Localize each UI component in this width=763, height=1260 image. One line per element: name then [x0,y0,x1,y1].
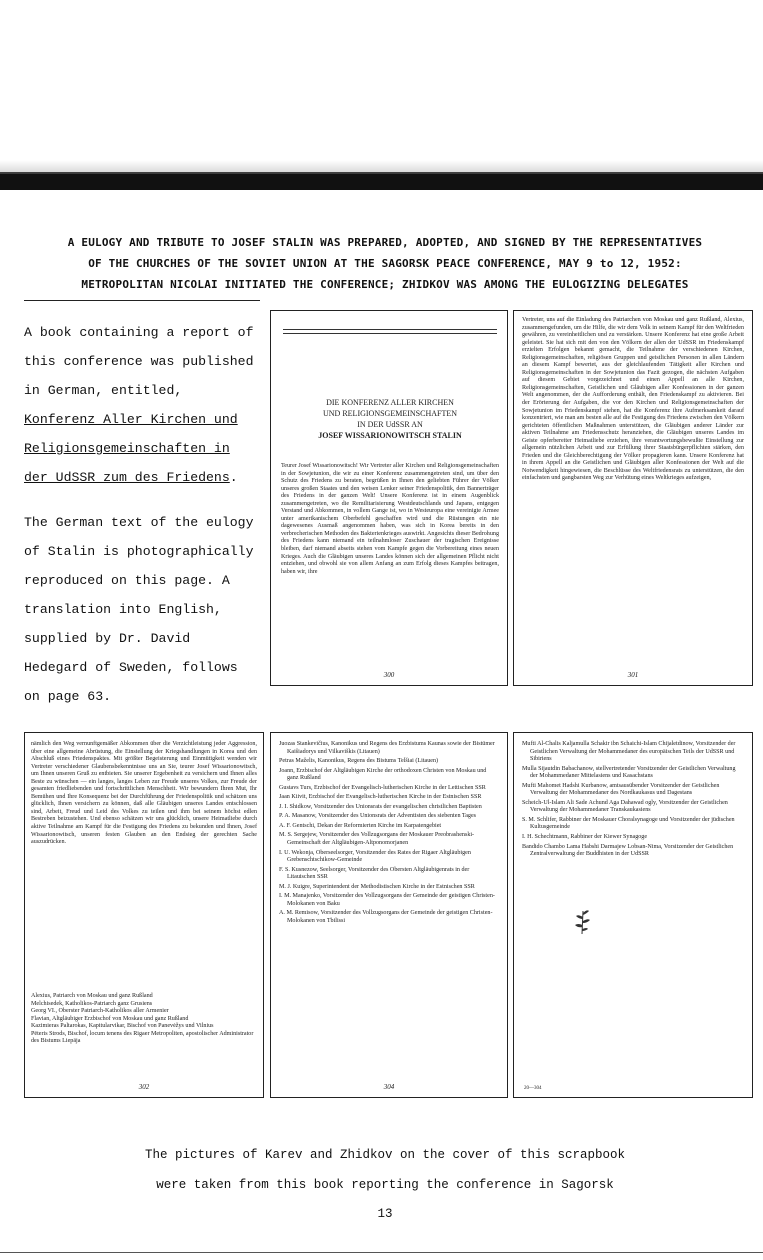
page-number: 302 [138,1083,150,1091]
olive-branch-icon [572,905,592,935]
caption-line-2: were taken from this book reporting the conference in Sagorsk [156,1178,614,1192]
note-paragraph-2: The German text of the eulogy of Stalin is photographically reproduced on this page. A translation into English, supplied by Dr. David Hedegard of Sweden, follows on page 63. [24,515,254,704]
document-page-number: 13 [377,1207,393,1221]
top-black-bar [0,172,763,190]
signatory: Jaan Kiivit, Erzbischof der Evangelisch-lutherischen Kirche in der Estnischen SSR [279,794,482,801]
signatory-list [31,993,257,1046]
page-number: 300 [383,671,395,679]
signatory: Scheich-Ul-Islam Ali Sade Achund Aga Dahawad ogly, Vorsitzender der Geistlichen Verwaltung der Mohammedaner Transkaukasiens [522,799,728,814]
signatory: Mufti Al-Chalis Kaljamulla Schakir ibn Schaichi-Islam Chijaletdinow, Vorsitzender der Geistlichen Verwaltung der Mohammedaner des europäischen Teils der UdSSR und Sibiriens [522,741,736,763]
page-text: Teurer Josef Wissarionowitsch! Wir Vertreter aller Kirchen und Religionsgemeinschaften in der Sowjetunion, die wir zu einer Konferenz zusammengetreten sind, um über den Schutz des Friedens zu beraten, begrüßen in Ihnen den geliebten Führer der Völker unseres großen Staates und den weisen Lenker seiner Friedenspolitik, den Bannerträger des Friedens in der ganzen Welt! Unsere Konferenz ist in einem Augenblick zusammengetreten, wo die Remilitarisierung Westdeutschlands und Japans, entgegen Verstand und Abkommen, in vollem Gange ist, wo in Westeuropa eine vereinigte Armee unter amerikanischem Oberbefehl geschaffen wird und die Rüstungen ein nie dagewesenes Ausmaß angenommen haben, was sich in Korea bereits in den verbrecherischen Methoden des Bakterienkrieges auswirkt. Angesichts dieser Bedrohung des Friedens kann niemand ein teilnahmloser Zuschauer der tragischen Ereignisse bleiben, darf niemand abseits stehen vom Kampfe gegen die Vorbereitung eines neuen Krieges. Auch die Gläubigen unseres Landes können sich der allgemeinen Pflicht nicht entziehen, und obwohl sie von allem Anfang an zum Erfolg dieses Kampfes beitragen, haben wir, ihre [281,463,499,575]
signatory: Petras Maželis, Kanonikus, Regens des Bistums Telšiai (Litauen) [279,758,439,765]
signatory-list [522,741,744,861]
note-paragraph-1 [24,318,260,492]
book-page-306 [513,732,753,1098]
header-line-2: OF THE CHURCHES OF THE SOVIET UNION AT THE SAGORSK PEACE CONFERENCE, MAY 9 to 12, 1952: [88,257,682,270]
book-page-304 [270,732,508,1098]
page-header [24,232,746,295]
title-line: IN DER UdSSR AN [357,420,423,429]
signatory: Melchisedek, Katholikos-Patriarch ganz Grusiens [31,1000,153,1007]
signatory: Georg VI., Oberster Patriarch-Katholikos aller Armenier [31,1008,169,1015]
page-number: 304 [383,1083,395,1091]
title-line: UND RELIGIONSGEMEINSCHAFTEN [323,409,457,418]
signatory: S. M. Schlifer, Rabbiner der Moskauer Choralsynagoge und Vorsitzender der jüdischen Kultusgemeinde [522,816,735,831]
header-line-3: METROPOLITAN NICOLAI INITIATED THE CONFERENCE; ZHIDKOV WAS AMONG THE EULOGIZING DELEGATES [81,278,689,291]
signatory: Kazimieras Paltarokas, Kapitularvikar, Bischof von Panevėžys und Vilnius [31,1023,214,1030]
caption-line-1: The pictures of Karev and Zhidkov on the cover of this scrapbook [144,1148,626,1162]
signatory: Juozas Stankevičius, Kanonikus und Regens des Erzbistums Kaunas sowie der Bistümer Kaišiadorys und Vilkaviškis (Litauen) [279,741,495,755]
signatory: Mufti Mahomet Hadshi Kurbanow, amtsausübender Vorsitzender der Geistlichen Verwaltung der Mohammedaner des Nordkaukasus und Dagestans [522,782,720,797]
signatory: Bandido Chambo Lama Habshi Darmajew Lobsan-Nima, Vorsitzender der Geistlichen Zentralverwaltung der Buddhisten in der UdSSR [522,843,734,858]
title-line: DIE KONFERENZ ALLER KIRCHEN [326,398,454,407]
signatory: Mulla Sijautdin Babachanow, stellvertretender Vorsitzender der Geistlichen Verwaltung der Mohammedaner Mittelasiens und Kasachstans [522,765,736,780]
book-page-302 [24,732,264,1098]
printer-mark: 20—304 [524,1086,542,1091]
signatory: P. A. Masanow, Vorsitzender des Unionsrats der Adventisten des siebenten Tages [279,813,477,820]
book-title: Konferenz Aller Kirchen und Religionsgemeinschaften in der UdSSR zum des Friedens [24,412,238,485]
page-number: 301 [627,671,639,679]
page-rule [283,333,497,334]
signatory: Joann, Erzbischof der Altgläubigen Kirche der orthodoxen Christen von Moskau und ganz Rußland [279,767,487,782]
signatory: I. H. Schechtmann, Rabbiner der Kiewer Synagoge [522,834,648,841]
page-text: Vertreter, uns auf die Einladung des Patriarchen von Moskau und ganz Rußland, Alexius, zusammengefunden, um die Hilfe, die wir dem Volk in seinem Kampf für den Weltfrieden gewähren, zu vereinheitlichen und zu verstärken. Unsere Konferenz hat eine große Arbeit geleistet. Sie hat sich mit den von den Völkern der allen der UdSSR im Friedenskampf erzielten Erfolgen bekannt gemacht, die Teilnahme der verschiedenen Kirchen, Religionsgemeinschaften, religiösen Gruppen und geistlichen Personen in allen Ländern an diesem Kampf bewertet, aus der gleichlaufenden Tätigkeit aller Kirchen und Religionsgemeinschaften in der Sowjetunion das Fazit gezogen, die nächsten Aufgaben auf diesem Gebiet vorgezeichnet und einen Appell an alle Kirchen, Religionsgemeinschaften, Geistlichen und Gläubigen aller Konfessionen in der ganzen Welt angenommen, der die Aufforderung enthält, den Friedenskampf zu aktivieren. Bei der Erörterung der Aufgaben, die vor den Kirchen und Religionsgemeinschaften der Sowjetunion im Friedenskampf stehen, hat die Konferenz ihre Aufmerksamkeit darauf konzentriert, wie man am besten alle auf die Festigung des Friedens zwischen den Völkern gerichteten öffentlichen Maßnahmen unterstützen, die Gläubigen anderer Länder zur aktiven Teilnahme am Friedensschutz heranziehen, die Gläubigen unseres Landes im Geiste opferbereiter Heimatliebe erziehen, ihre verantwortungsbewußte Einstellung zur allgemein nützlichen Arbeit und zur Erfüllung ihrer Staatsbürgerpflichten stärken, den Frieden und die Gleichberechtigung der Völker propagieren kann. Unsere Konferenz hat in ihrem Appell an die Geistlichen und Gläubigen aller Konfessionen der Welt auf die Notwendigkeit hingewiesen, die Beschlüsse des Weltfriedensrats zu unterstützen, die den einfachsten und gangbarsten Weg zur Verhütung eines Weltkrieges aufzeigen, [522,317,744,482]
signatory: Pēteris Strods, Bischof, locum tenens des Rigaer Metropoliten, apostolischer Administrator des Bistums Liepāja [31,1030,254,1045]
bottom-rule [0,1252,763,1253]
book-page-301 [513,310,753,686]
signatory: I. U. Wekonja, Oberseelsorger, Vorsitzender des Rates der Rigaer Altgläubigen Grebenschtschikow-Gemeinde [279,849,471,864]
note-period: . [229,470,238,485]
note-rule [24,300,260,301]
signatory: Flavian, Altgläubiger Erzbischof von Moskau und ganz Rußland [31,1015,189,1022]
title-line: JOSEF WISSARIONOWITSCH STALIN [318,431,462,440]
signatory: Gustavs Turs, Erzbischof der Evangelisch-lutherischen Kirche in der Lettischen SSR [279,784,486,791]
header-line-1: A EULOGY AND TRIBUTE TO JOSEF STALIN WAS PREPARED, ADOPTED, AND SIGNED BY THE REPRESENTATIVES [67,236,703,249]
signatory-list [279,741,499,927]
eulogy-title [281,397,499,441]
signatory: M. S. Sergejew, Vorsitzender des Vollzugsorgans der Moskauer Preobrashenski-Gemeinschaft der Altgläubigen-Altponomorjanen [279,832,475,847]
page-text: nämlich den Weg vernunftgemäßer Abkommen über die Verzichtleistung jeder Aggression, über eine allgemeine Abrüstung, die Einstellung der Kriegshandlungen in Korea und den Abschluß eines Friedenspaktes. Mit größter Begeisterung und Einmütigkeit wenden wir Vertreter verschiedener Glaubensbekenntnisse uns an Sie, teurer Josef Wissarionowitsch, um Ihnen unseren Gruß zu entbieten. Sie unserer Ergebenheit zu versichern und Ihnen alles Beste zu wünschen — ein langes, langes Leben zur Freude unseres Volkes, zur Freude der gesamten friedliebenden und fortschrittlichen Menschheit. Wir bewundern Ihren Mut, Ihr Bemühen und Ihre Konsequenz bei der Durchführung der Friedenspolitik und schätzen uns glücklich, Ihnen versichern zu können, daß alle Gläubigen unseres Landes entschlossen sind, Arbeit, Freud und Leid des Volkes zu teilen und ihm bei seinem höchst edlen Bestreben beizustehen. Und ebenso schätzen wir uns glücklich, unsere Heimatliebe durch aktive Teilnahme am Kampf für die Festigung des Friedens zu bekunden und Ihnen, Josef Wissarionowitsch, unseren festen Glauben an den Endsieg der gerechten Sache auszudrücken. [31,741,257,846]
signatory: Alexius, Patriarch von Moskau und ganz Rußland [31,993,153,999]
signatory: A. F. Gentschi, Dekan der Reformierten Kirche im Karpatengebiet [279,822,442,829]
note-text: A book containing a report of this conference was published in German, entitled, [24,325,254,398]
page-rule [283,329,497,330]
signatory: J. I. Shidkow, Vorsitzender des Unionsrats der evangelischen christlichen Baptisten [279,803,482,810]
book-page-300 [270,310,508,686]
signatory: I. M. Manajenko, Vorsitzender des Vollzugsorgans der Gemeinde der geistigen Christen-Molokanen von Baku [279,893,495,907]
signatory: M. J. Kuigre, Superintendent der Methodistischen Kirche in der Estnischen SSR [279,883,475,890]
signatory: F. S. Kusnezow, Seelsorger, Vorsitzender des Obersten Altgläubigenrats in der Litauischen SSR [279,866,470,881]
signatory: A. M. Remisow, Vorsitzender des Vollzugsorgans der Gemeinde der geistigen Christen-Molokanen von Tbilissi [279,910,493,924]
